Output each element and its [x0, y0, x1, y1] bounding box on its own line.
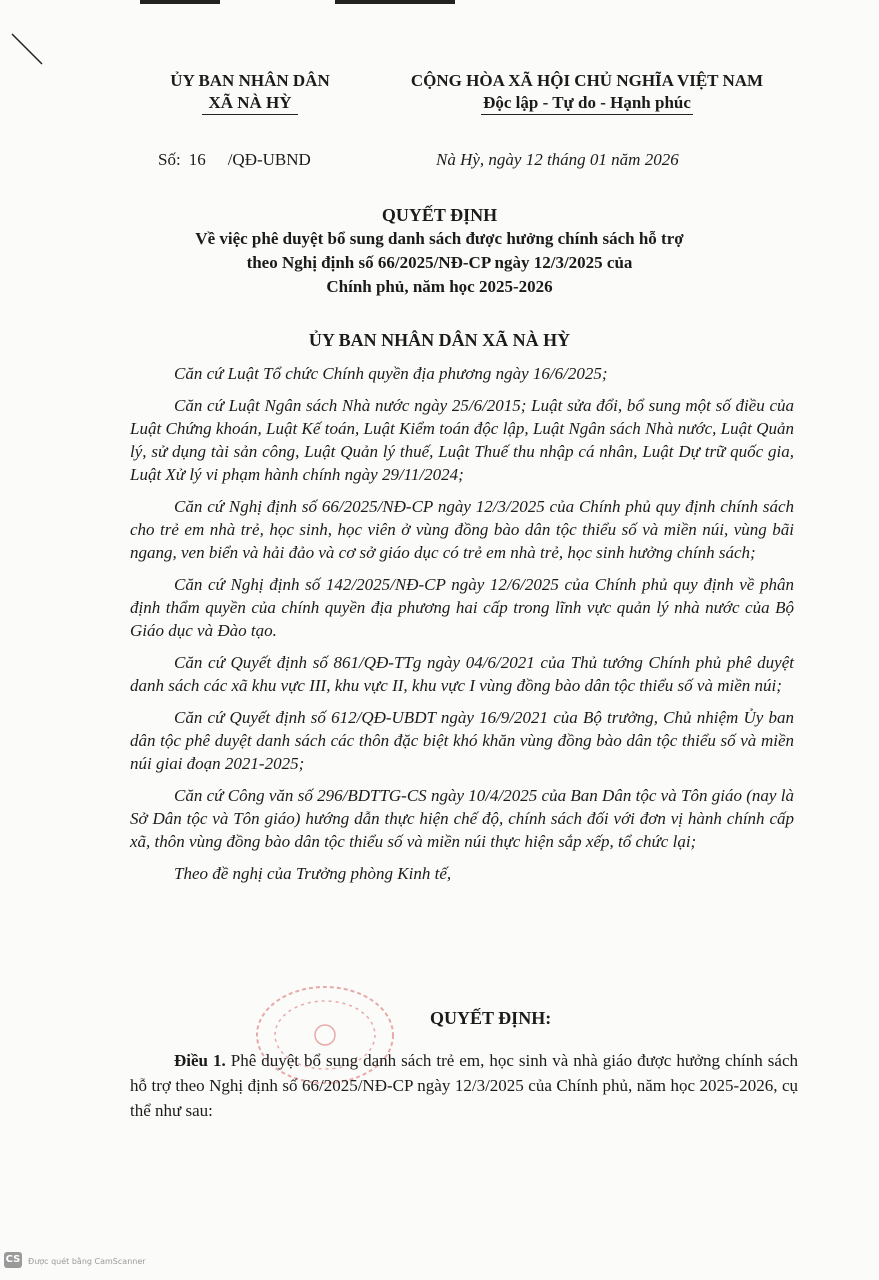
agency-commune: XÃ NÀ HỲ: [202, 92, 297, 115]
issuing-agency: [140, 70, 360, 115]
national-motto: [372, 70, 802, 115]
country-name: CỘNG HÒA XÃ HỘI CHỦ NGHĨA VIỆT NAM: [410, 71, 764, 90]
title-line: theo Nghị định số 66/2025/NĐ-CP ngày 12/3/2025 của: [246, 253, 633, 272]
article-label: Điều 1.: [174, 1051, 226, 1070]
issue-date: Nà Hỳ, ngày 12 tháng 01 năm 2026: [436, 150, 679, 169]
title-line: Chính phủ, năm học 2025-2026: [326, 277, 553, 296]
article-1: [130, 1048, 798, 1123]
article-text: Phê duyệt bổ sung danh sách trẻ em, học sinh và nhà giáo được hưởng chính sách hỗ trợ theo Nghị định số 66/2025/NĐ-CP ngày 12/3/2025 của Chính phủ, năm học 2025-2026, cụ thể như sau:: [130, 1051, 798, 1120]
legal-basis-item: Căn cứ Luật Ngân sách Nhà nước ngày 25/6/2015; Luật sửa đổi, bổ sung một số điều của Luật Chứng khoán, Luật Kế toán, Luật Kiểm toán độc lập, Luật Ngân sách Nhà nước, Luật Quản lý, sử dụng tài sản công, Luật Quản lý thuế, Luật Thuế thu nhập cá nhân, Luật Dự trữ quốc gia, Luật Xử lý vi phạm hành chính ngày 29/11/2024;: [130, 396, 794, 484]
camscanner-watermark: Được quét bằng CamScanner: [28, 1257, 146, 1266]
legal-basis-item: Căn cứ Nghị định số 142/2025/NĐ-CP ngày 12/6/2025 của Chính phủ quy định về phân định thẩm quyền của chính quyền địa phương hai cấp trong lĩnh vực quản lý nhà nước của Bộ Giáo dục và Đào tạo.: [130, 575, 794, 640]
camscanner-logo-icon: CS: [4, 1252, 22, 1268]
pen-stroke-mark: [8, 30, 48, 70]
title-line: Về việc phê duyệt bổ sung danh sách được hưởng chính sách hỗ trợ: [195, 229, 684, 248]
legal-basis-item: Theo đề nghị của Trưởng phòng Kinh tế,: [174, 864, 452, 883]
agency-name: ỦY BAN NHÂN DÂN: [170, 71, 330, 90]
decision-heading: QUYẾT ĐỊNH:: [430, 1008, 552, 1028]
legal-basis-item: Căn cứ Công văn số 296/BDTTG-CS ngày 10/4/2025 của Ban Dân tộc và Tôn giáo (nay là Sở Dân tộc và Tôn giáo) hướng dẫn thực hiện chế độ, chính sách đối với đơn vị hành chính cấp xã, thôn vùng đồng bào dân tộc thiểu số và miền núi thực hiện sắp xếp, tổ chức lại;: [130, 786, 794, 851]
motto: Độc lập - Tự do - Hạnh phúc: [481, 92, 693, 115]
scan-edge-mark: [335, 0, 455, 4]
legal-basis-item: Căn cứ Quyết định số 612/QĐ-UBDT ngày 16/9/2021 của Bộ trưởng, Chủ nhiệm Ủy ban dân tộc phê duyệt danh sách các thôn đặc biệt khó khăn vùng đồng bào dân tộc thiểu số và miền núi giai đoạn 2021-2025;: [130, 708, 794, 773]
scan-edge-mark: [140, 0, 220, 4]
title-main: QUYẾT ĐỊNH: [381, 205, 498, 225]
document-title: [0, 203, 879, 299]
issuing-authority: ỦY BAN NHÂN DÂN XÃ NÀ HỲ: [308, 330, 571, 350]
document-number: Số: 16 /QĐ-UBND: [158, 150, 311, 169]
legal-basis-item: Căn cứ Quyết định số 861/QĐ-TTg ngày 04/6/2021 của Thủ tướng Chính phủ phê duyệt danh sách các xã khu vực III, khu vực II, khu vực I vùng đồng bào dân tộc thiểu số và miền núi;: [130, 653, 794, 695]
legal-basis-item: Căn cứ Luật Tổ chức Chính quyền địa phương ngày 16/6/2025;: [174, 364, 608, 383]
legal-basis-item: Căn cứ Nghị định số 66/2025/NĐ-CP ngày 12/3/2025 của Chính phủ quy định chính sách cho trẻ em nhà trẻ, học sinh, học viên ở vùng đồng bào dân tộc thiểu số và miền núi, vùng bãi ngang, ven biển và hải đảo và cơ sở giáo dục có trẻ em nhà trẻ, học sinh hưởng chính sách;: [130, 497, 794, 562]
legal-bases: [130, 362, 794, 894]
